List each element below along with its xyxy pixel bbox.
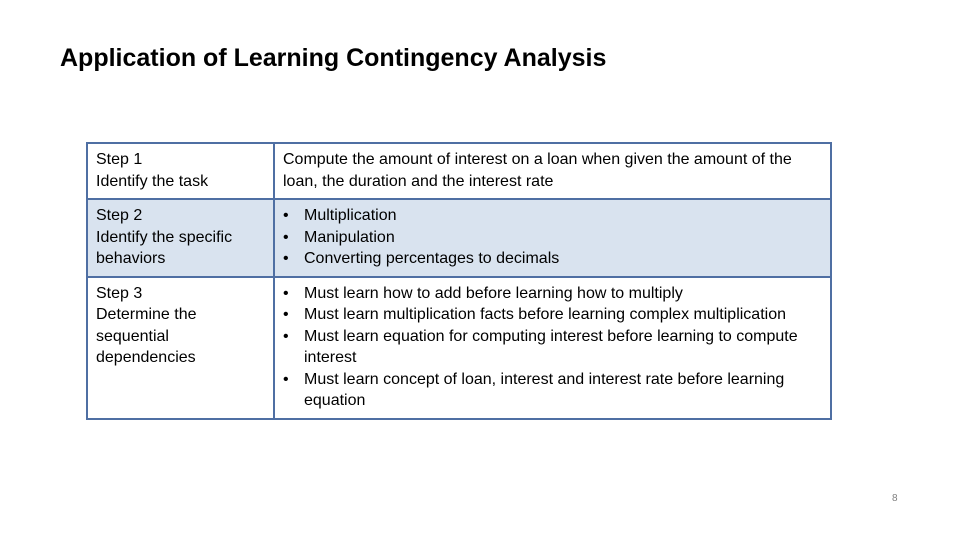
bullet-icon: • (283, 306, 289, 323)
bullet-icon: • (283, 284, 289, 302)
bullet-icon: • (283, 228, 289, 246)
list-item-text: Must learn concept of loan, interest and interest rate before learning equation (304, 370, 785, 409)
task-description: Compute the amount of interest on a loan when given the amount of the loan, the duration and the interest rate (283, 151, 792, 190)
list-item (283, 248, 822, 270)
description-cell (274, 143, 831, 199)
page-number: 8 (892, 493, 898, 504)
bullet-icon: • (283, 370, 289, 388)
list-item (283, 283, 822, 305)
dependency-list (283, 283, 822, 412)
step-cell (87, 143, 274, 199)
table-row-step-3 (87, 277, 831, 419)
step-number: Step 3 (96, 284, 143, 302)
list-item-text: Must learn multiplication facts before learning complex multiplication (304, 306, 786, 323)
list-item (283, 326, 822, 369)
step-number: Step 1 (96, 151, 143, 168)
description-cell (274, 277, 831, 419)
behavior-list (283, 205, 822, 270)
bullet-icon: • (283, 207, 289, 224)
list-item (283, 304, 822, 326)
learning-contingency-table (86, 142, 832, 420)
list-item-text: Must learn equation for computing interest before learning to compute interest (304, 327, 798, 366)
list-item (283, 205, 822, 227)
bullet-icon: • (283, 250, 289, 267)
list-item-text: Multiplication (304, 207, 397, 224)
step-label: dependencies (96, 349, 196, 366)
step-label: Determine the (96, 306, 197, 323)
list-item-text: Must learn how to add before learning how to multiply (304, 284, 683, 302)
list-item (283, 369, 822, 412)
list-item-text: Manipulation (304, 228, 395, 246)
step-label: Identify the task (96, 172, 209, 190)
list-item (283, 227, 822, 249)
step-cell (87, 277, 274, 419)
step-label: sequential (96, 327, 169, 345)
bullet-icon: • (283, 327, 289, 345)
table-row-step-2 (87, 199, 831, 277)
list-item-text: Converting percentages to decimals (304, 250, 560, 267)
slide-title: Application of Learning Contingency Analysis (60, 44, 607, 72)
step-cell (87, 199, 274, 277)
table-row-step-1 (87, 143, 831, 199)
description-cell (274, 199, 831, 277)
step-label: behaviors (96, 250, 166, 267)
step-number: Step 2 (96, 207, 143, 224)
step-label: Identify the specific (96, 228, 233, 246)
